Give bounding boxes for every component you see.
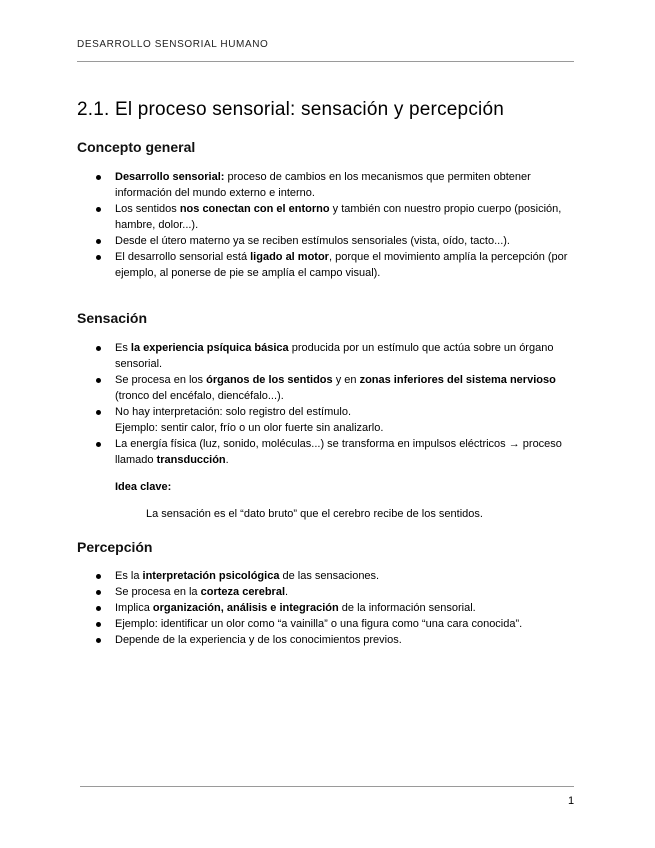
list-item	[0, 632, 570, 648]
list-item	[0, 201, 570, 233]
percepcion-list	[0, 568, 570, 648]
bullet-icon	[96, 574, 101, 579]
list-item	[0, 340, 570, 372]
concepto-list	[0, 169, 570, 281]
section-heading-sensacion: Sensación	[77, 310, 148, 326]
list-item-text: de las sensaciones.	[279, 570, 380, 582]
header-divider	[77, 61, 574, 62]
bold-term: transducción	[156, 454, 226, 466]
bold-term: Desarrollo sensorial:	[115, 171, 225, 183]
section-heading-concepto: Concepto general	[77, 139, 196, 155]
list-item	[0, 233, 570, 249]
list-item	[0, 169, 570, 201]
bullet-icon	[96, 410, 101, 415]
bullet-icon	[96, 606, 101, 611]
list-item-text: Se procesa en los	[115, 374, 207, 386]
list-item-text: No hay interpretación: solo registro del estímulo.	[115, 406, 352, 418]
bold-term: corteza cerebral	[200, 586, 286, 598]
bold-term: interpretación psicológica	[142, 570, 280, 582]
list-item-text: Depende de la experiencia y de los conocimientos previos.	[115, 634, 402, 646]
list-item	[0, 600, 570, 616]
list-item-text: Desde el útero materno ya se reciben estímulos sensoriales (vista, oído, tacto...).	[115, 235, 510, 247]
bullet-icon	[96, 590, 101, 595]
bold-term: ligado al motor	[250, 251, 329, 263]
list-item	[0, 404, 570, 436]
bold-term: zonas inferiores del sistema nervioso	[359, 374, 556, 386]
list-item	[0, 249, 570, 281]
list-item-text: Se procesa en la	[115, 586, 201, 598]
key-idea-text: La sensación es el “dato bruto” que el cerebro recibe de los sentidos.	[146, 508, 483, 520]
bullet-icon	[96, 622, 101, 627]
sensacion-list	[0, 340, 570, 468]
list-item-text: , porque el movimiento amplía la percepción (por ejemplo, al ponerse de pie se amplía el campo visual).	[115, 251, 568, 279]
bullet-icon	[96, 175, 101, 180]
list-item-text: Es la	[115, 570, 143, 582]
list-item-example: Ejemplo: sentir calor, frío o un olor fuerte sin analizarlo.	[115, 422, 384, 434]
running-header: DESARROLLO SENSORIAL HUMANO	[77, 39, 269, 50]
list-item-text: y también con nuestro propio cuerpo (posición, hambre, dolor...).	[115, 203, 562, 231]
page-number: 1	[568, 795, 575, 807]
list-item-text: El desarrollo sensorial está	[115, 251, 251, 263]
bullet-icon	[96, 239, 101, 244]
list-item-text: .	[285, 586, 289, 598]
bold-term: la experiencia psíquica básica	[130, 342, 289, 354]
bullet-icon	[96, 255, 101, 260]
bullet-icon	[96, 378, 101, 383]
list-item-text: Los sentidos	[115, 203, 180, 215]
bold-term: nos conectan con el entorno	[179, 203, 330, 215]
list-item-text: Implica	[115, 602, 153, 614]
bullet-icon	[96, 346, 101, 351]
bold-term: organización, análisis e integración	[152, 602, 339, 614]
list-item-text: de la información sensorial.	[338, 602, 476, 614]
bullet-icon	[96, 442, 101, 447]
footer-divider	[80, 786, 574, 787]
key-idea-label: Idea clave:	[115, 481, 172, 493]
list-item-text: proceso de cambios en los mecanismos que permiten obtener información del mundo externo e interno.	[115, 171, 531, 199]
list-item	[0, 584, 570, 600]
list-item-text: y en	[332, 374, 360, 386]
list-item-text: La energía física (luz, sonido, moléculas...) se transforma en impulsos eléctricos → proceso llamado	[115, 438, 562, 466]
section-heading-percepcion: Percepción	[77, 539, 153, 555]
list-item-text: Es	[115, 342, 131, 354]
list-item	[0, 372, 570, 404]
list-item-text: producida por un estímulo que actúa sobre un órgano sensorial.	[115, 342, 554, 370]
list-item	[0, 568, 570, 584]
list-item	[0, 616, 570, 632]
bullet-icon	[96, 638, 101, 643]
list-item-text: .	[225, 454, 229, 466]
bullet-icon	[96, 207, 101, 212]
page-title: 2.1. El proceso sensorial: sensación y percepción	[77, 99, 504, 120]
list-item-text: (tronco del encéfalo, diencéfalo...).	[115, 390, 284, 402]
list-item	[0, 436, 570, 468]
list-item-text: Ejemplo: identificar un olor como “a vainilla” o una figura como “una cara conocida”.	[115, 618, 523, 630]
bold-term: órganos de los sentidos	[206, 374, 333, 386]
